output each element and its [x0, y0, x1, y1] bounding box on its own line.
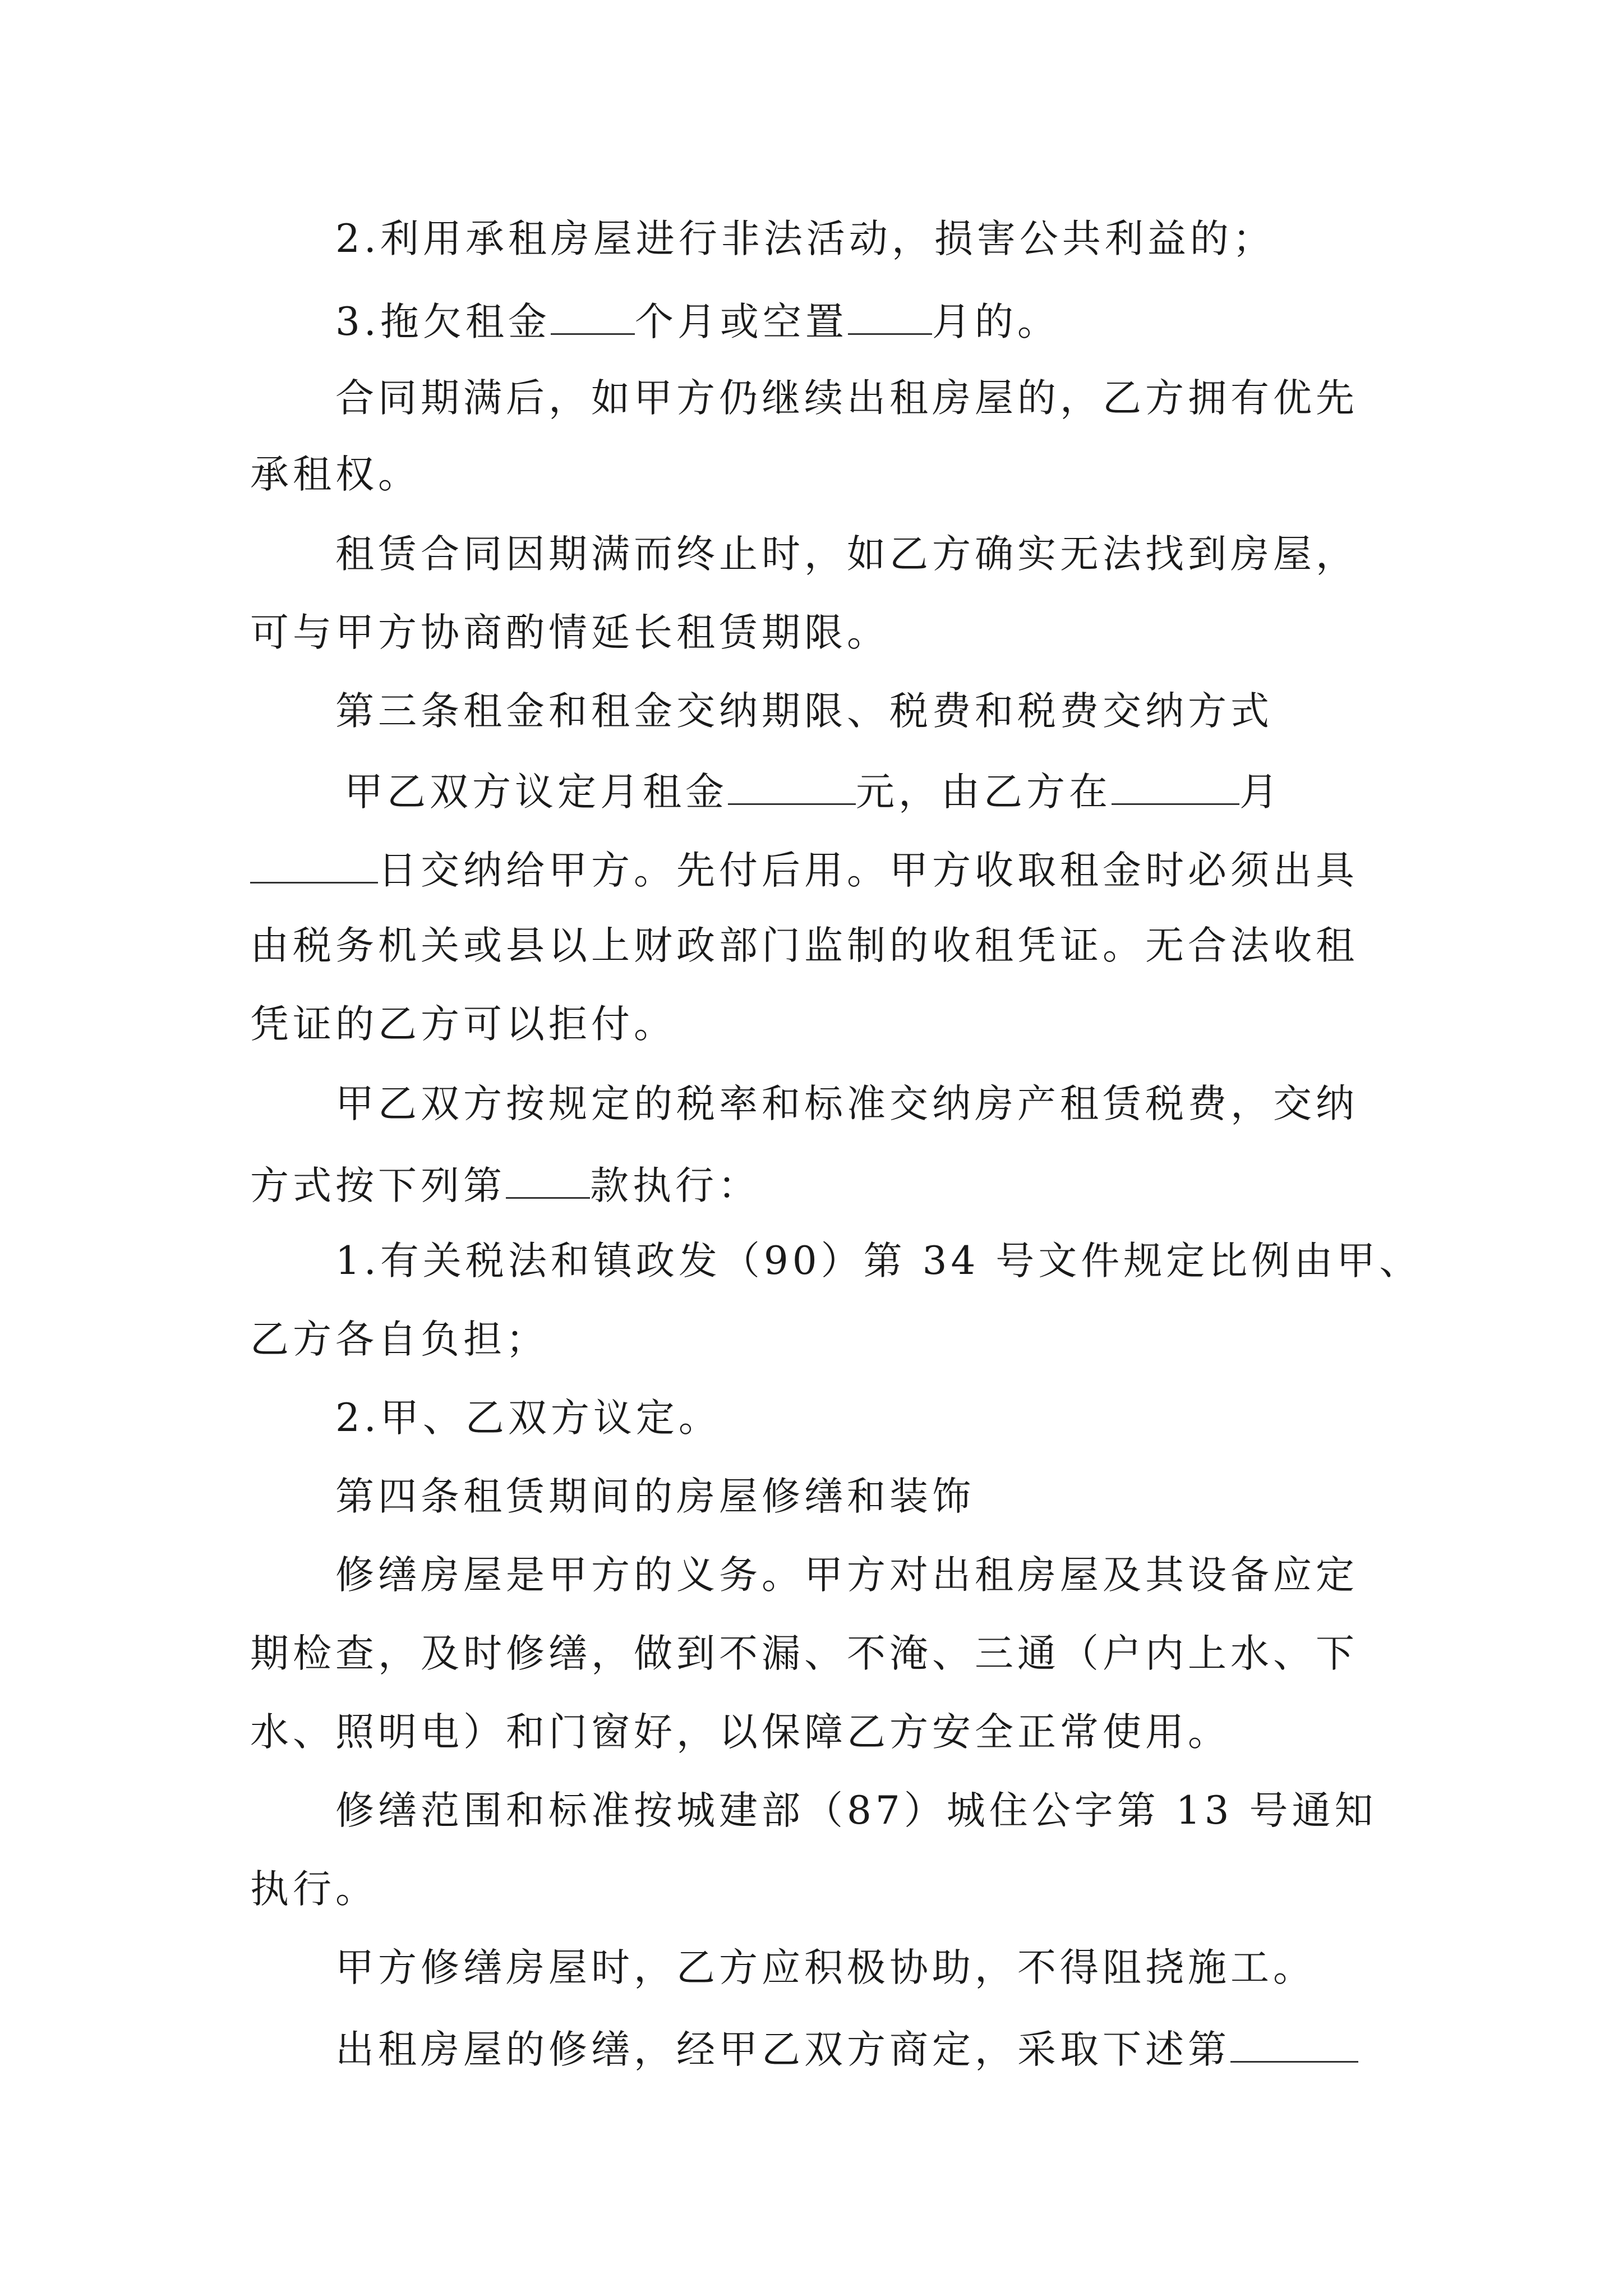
article-heading-4: 第四条租赁期间的房屋修缮和装饰: [335, 1474, 975, 1519]
paragraph-line: 日交纳给甲方。先付后用。甲方收取租金时必须出具: [250, 848, 1358, 890]
clause-item-1: 1.有关税法和镇政发（90）第 34 号文件规定比例由甲、: [335, 1239, 1422, 1283]
paragraph-line: 凭证的乙方可以拒付。: [250, 1002, 676, 1047]
paragraph-line: 乙方各自负担；: [250, 1317, 548, 1362]
blank-field: [1230, 2027, 1358, 2063]
blank-field: [551, 300, 635, 335]
paragraph-line: 甲乙双方议定月租金 元，由乙方在 月: [344, 770, 1282, 815]
paragraph-line: 出租房屋的修缮，经甲乙双方商定，采取下述第: [335, 2027, 1358, 2069]
blank-field: [250, 848, 378, 884]
paragraph-line: 合同期满后，如甲方仍继续出租房屋的，乙方拥有优先: [335, 376, 1358, 421]
paragraph-line: 租赁合同因期满而终止时，如乙方确实无法找到房屋，: [335, 532, 1358, 577]
paragraph-line: 执行。: [250, 1867, 378, 1912]
paragraph-line: 承租权。: [250, 452, 421, 497]
paragraph-line: 修缮房屋是甲方的义务。甲方对出租房屋及其设备应定: [335, 1553, 1358, 1598]
paragraph-line: 期检查，及时修缮，做到不漏、不淹、三通（户内上水、下: [250, 1631, 1358, 1676]
paragraph-line: 甲方修缮房屋时，乙方应积极协助，不得阻挠施工。: [335, 1945, 1316, 1990]
clause-item-3: 3.拖欠租金 个月或空置 月的。: [335, 300, 1060, 344]
blank-field: [848, 300, 932, 335]
paragraph-line: 甲乙双方按规定的税率和标准交纳房产租赁税费，交纳: [335, 1082, 1358, 1126]
blank-field: [1112, 770, 1239, 805]
paragraph-line: 修缮范围和标准按城建部（87）城住公字第 13 号通知: [335, 1788, 1377, 1833]
paragraph-line: 由税务机关或县以上财政部门监制的收租凭证。无合法收租: [250, 923, 1358, 968]
blank-field: [506, 1163, 590, 1199]
clause-item-2: 2.甲、乙双方议定。: [335, 1396, 721, 1441]
paragraph-line: 方式按下列第 款执行：: [250, 1163, 760, 1208]
blank-field: [728, 770, 856, 805]
clause-item-2: 2.利用承租房屋进行非法活动，损害公共利益的；: [335, 217, 1275, 261]
article-heading-3: 第三条租金和租金交纳期限、税费和税费交纳方式: [335, 689, 1273, 734]
paragraph-line: 可与甲方协商酌情延长租赁期限。: [250, 610, 889, 655]
paragraph-line: 水、照明电）和门窗好，以保障乙方安全正常使用。: [250, 1710, 1230, 1755]
